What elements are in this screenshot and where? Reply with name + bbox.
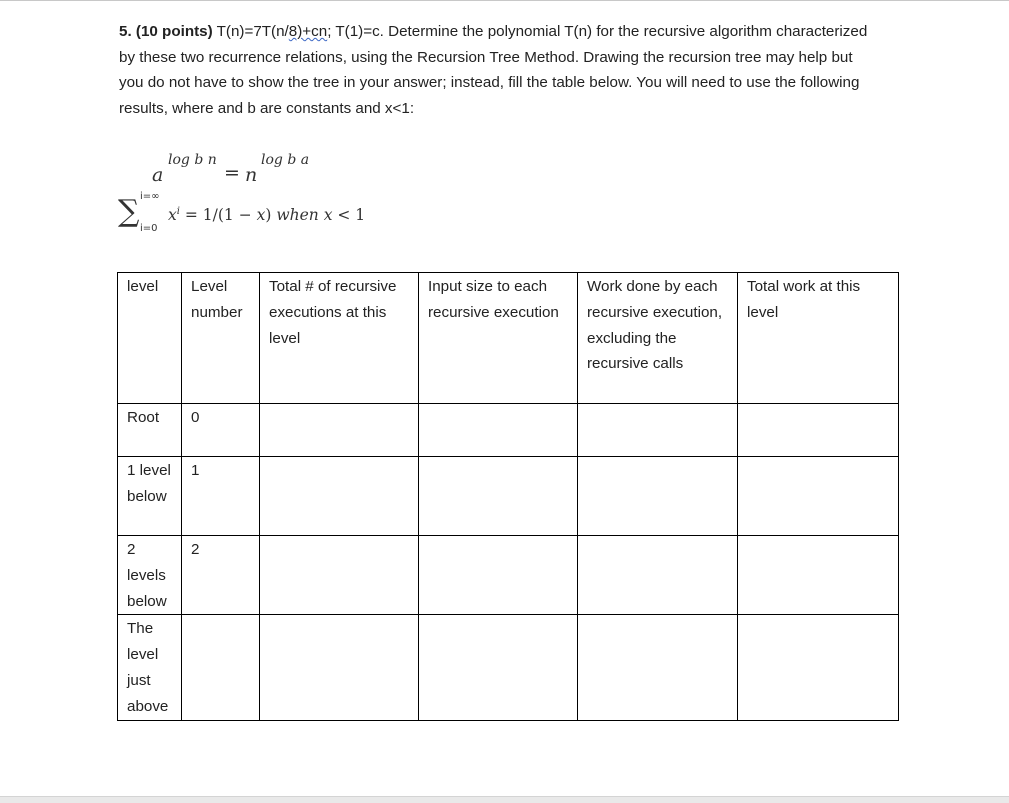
cell-input-size[interactable] — [419, 457, 578, 536]
formula-base-n: n — [245, 164, 258, 186]
cell-level: Root — [118, 404, 182, 457]
cell-work-each[interactable] — [578, 615, 738, 720]
cell-work-each[interactable] — [578, 457, 738, 536]
cell-total-work[interactable] — [738, 404, 899, 457]
sum-lower-limit: i=0 — [140, 223, 158, 234]
formula-equals: = — [224, 162, 240, 184]
table-row — [118, 615, 899, 720]
cell-total-executions[interactable] — [260, 615, 419, 720]
recurrence-start: T(n)=7T(n/ — [216, 23, 289, 40]
header-input-size: Input size to each recursive execution — [419, 273, 578, 404]
question-text — [119, 19, 879, 121]
cell-level: 2 levels below — [118, 536, 182, 615]
question-number: 5. (10 points) — [119, 23, 213, 40]
series-condition: < 1 — [332, 206, 366, 225]
series-term: x — [168, 206, 177, 225]
recursion-tree-table — [117, 272, 899, 721]
series-equals: = 1/(1 − — [179, 206, 257, 225]
top-rule — [0, 0, 1009, 1]
cell-total-work[interactable] — [738, 457, 899, 536]
table-row — [118, 404, 899, 457]
cell-level-number: 2 — [182, 536, 260, 615]
table-row — [118, 536, 899, 615]
sum-upper-limit: i=∞ — [140, 191, 160, 202]
cell-work-each[interactable] — [578, 404, 738, 457]
header-total-executions: Total # of recursive executions at this level — [260, 273, 419, 404]
cell-total-executions[interactable] — [260, 457, 419, 536]
table-header-row — [118, 273, 899, 404]
cell-total-executions[interactable] — [260, 536, 419, 615]
recurrence-spellcheck-span: 8)+cn — [288, 23, 328, 40]
series-x: x — [256, 206, 266, 225]
sigma-symbol: ∑ — [118, 194, 140, 229]
cell-total-work[interactable] — [738, 615, 899, 720]
cell-input-size[interactable] — [419, 404, 578, 457]
cell-total-work[interactable] — [738, 536, 899, 615]
header-work-each: Work done by each recursive execution, excluding the recursive calls — [578, 273, 738, 404]
header-level: level — [118, 273, 182, 404]
formula-exponent-left: log b n — [168, 152, 217, 168]
cell-total-executions[interactable] — [260, 404, 419, 457]
power-identity-formula — [152, 150, 332, 190]
cell-level: 1 level below — [118, 457, 182, 536]
series-when: when x — [276, 206, 333, 225]
cell-input-size[interactable] — [419, 615, 578, 720]
header-level-number: Level number — [182, 273, 260, 404]
series-close: ) — [265, 206, 277, 225]
series-term-exponent: i — [176, 206, 180, 217]
series-expression — [168, 206, 365, 224]
table-row — [118, 457, 899, 536]
cell-level: The level just above — [118, 615, 182, 720]
cell-work-each[interactable] — [578, 536, 738, 615]
cell-input-size[interactable] — [419, 536, 578, 615]
cell-level-number: 0 — [182, 404, 260, 457]
header-total-work: Total work at this level — [738, 273, 899, 404]
cell-level-number[interactable] — [182, 615, 260, 720]
formula-base-a: a — [152, 164, 164, 186]
cell-level-number: 1 — [182, 457, 260, 536]
formula-exponent-right: log b a — [261, 152, 310, 168]
geometric-series-formula — [118, 193, 418, 243]
question-body: ; T(1)=c. Determine the polynomial T(n) for the recursive algorithm characterized by these two recurrence relations, using the Recursion Tree Method. Drawing the recursion tree may help but you do not have to show the tree in your answer; instead, fill the table below. You will need to use the following results, where and b are constants and x<1: — [119, 23, 868, 117]
